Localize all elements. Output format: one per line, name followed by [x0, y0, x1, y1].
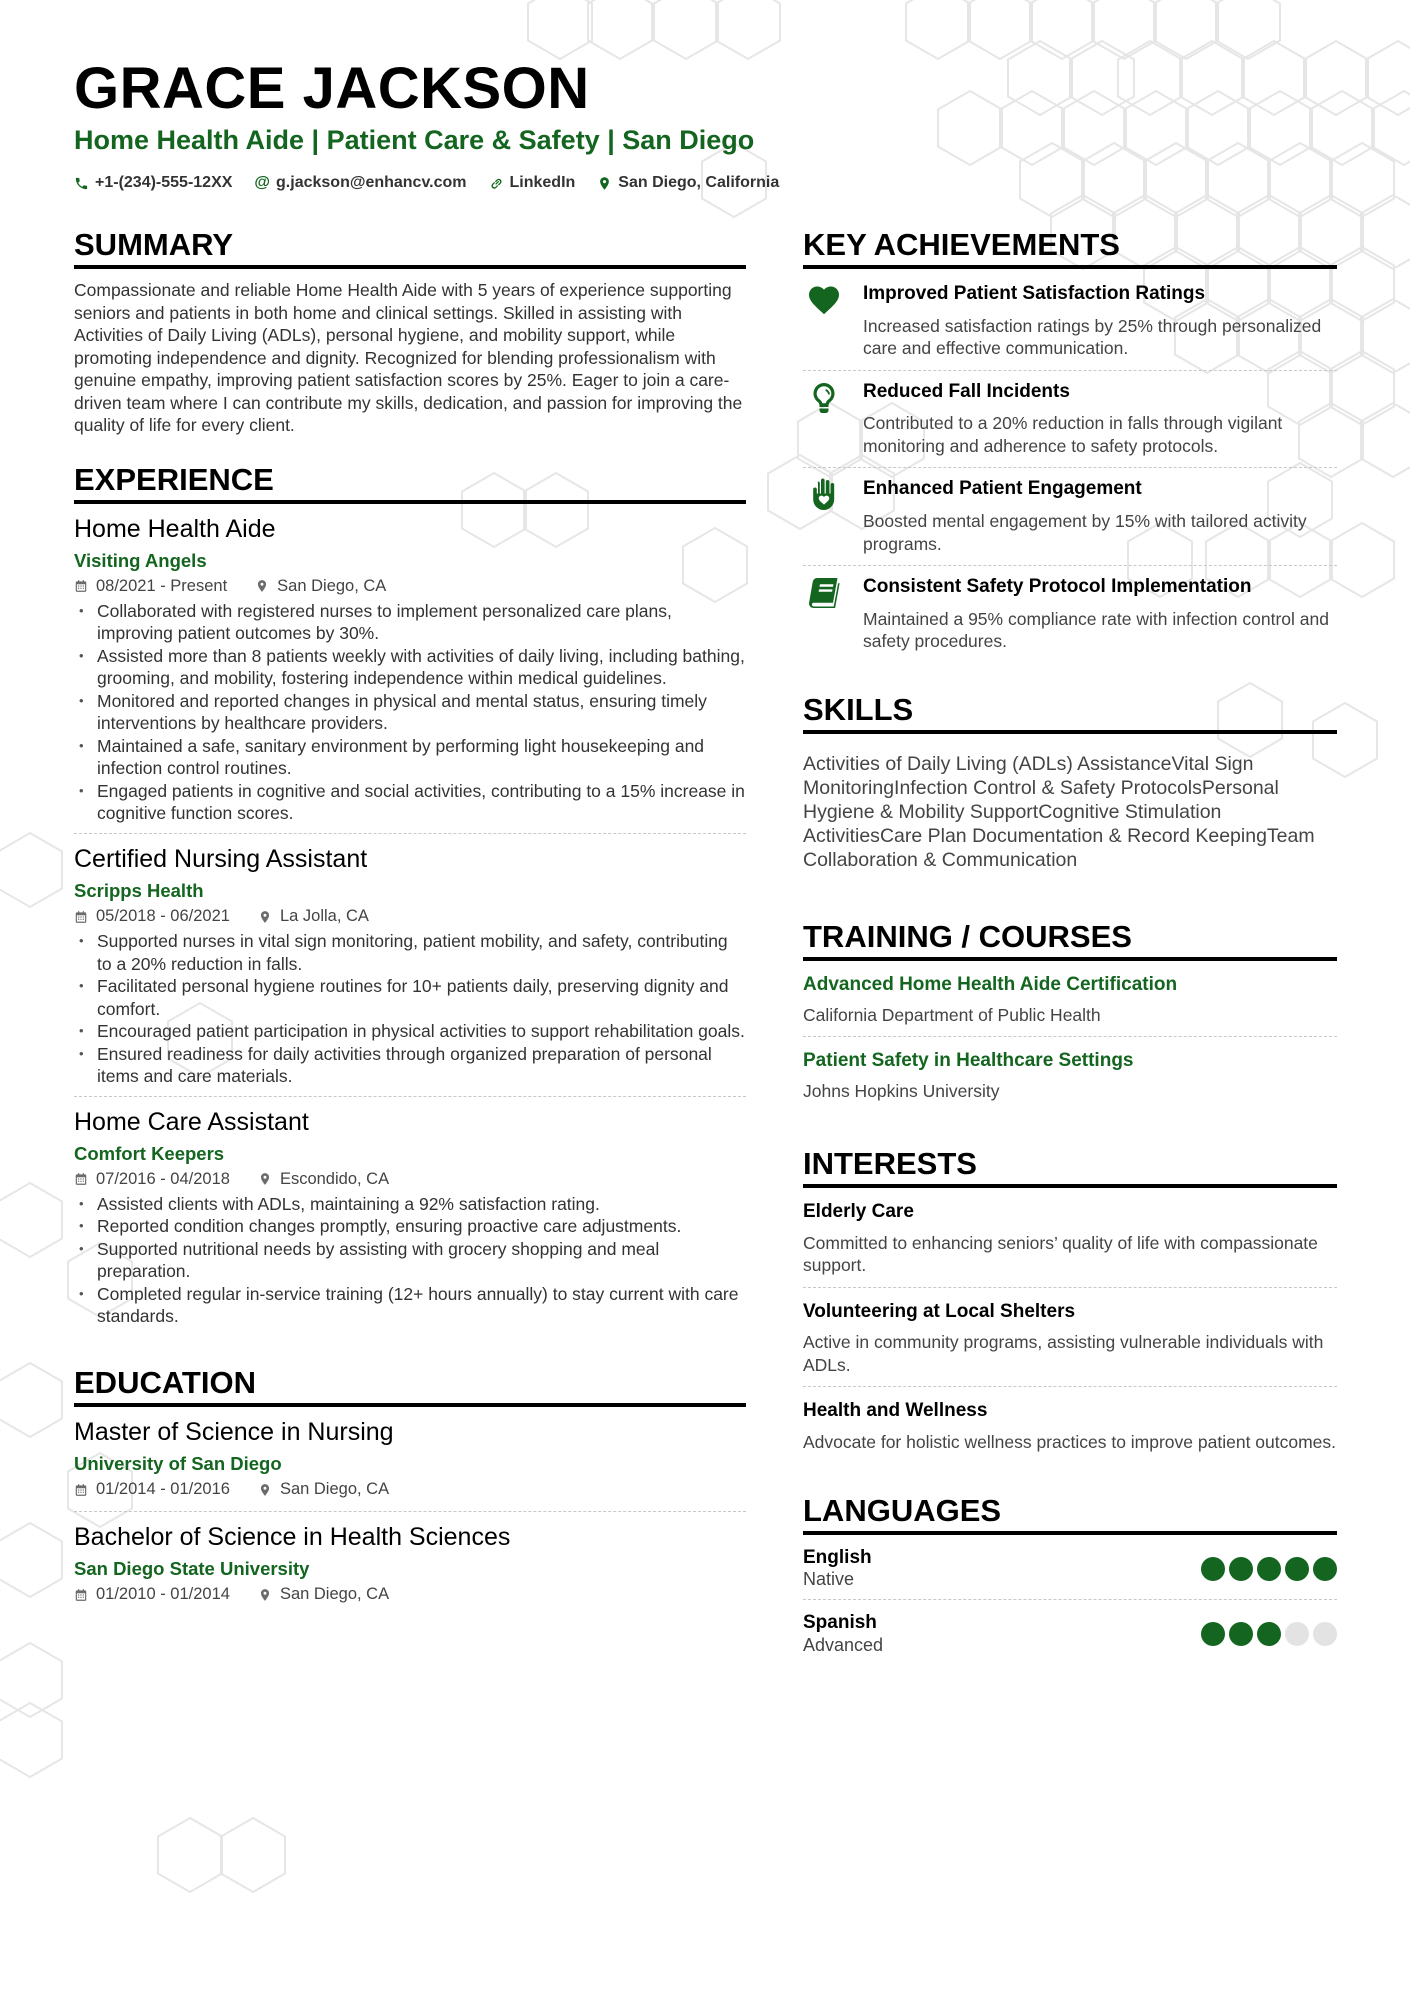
summary-text: Compassionate and reliable Home Health Aide with 5 years of experience supporting seniors and patients in both home and clinical settings. Skilled in assisting with Activities of Daily Living (ADLs), personal hygiene, and mobility support, while promoting independence and dignity. Recognized for blending professionalism with genuine empathy, improving patient satisfaction scores by 25%. Eager to join a care-driven team where I can contribute my skills, dedication, and passion for improving the quality of life for every client. [74, 280, 743, 436]
education-meta [74, 1480, 746, 1499]
proficiency-dot [1257, 1622, 1281, 1646]
job-bullet: • Supported nurses in vital sign monitoring, patient mobility, and safety, contributing to a 20% reduction in falls. [74, 930, 746, 975]
book-icon [805, 575, 843, 611]
job-dates: 07/2016 - 04/2018 [96, 1169, 230, 1188]
proficiency-dot [1313, 1622, 1337, 1646]
contact-row [74, 174, 801, 192]
school-name: San Diego State University [74, 1558, 310, 1580]
education-location [258, 1585, 389, 1604]
job-bullet: • Completed regular in-service training (12+ hours annually) to stay current with care standards. [74, 1283, 746, 1328]
course-item [803, 1047, 1337, 1112]
proficiency-dot [1285, 1622, 1309, 1646]
experience-section [74, 463, 746, 1336]
interests-list [803, 1198, 1337, 1464]
interest-item [803, 1298, 1337, 1388]
location-pin-icon [255, 579, 269, 593]
course-title: Advanced Home Health Aide Certification [803, 974, 1178, 996]
achievements-list [803, 273, 1337, 663]
section-title-experience: EXPERIENCE [74, 463, 746, 504]
company-name: Scripps Health [74, 879, 204, 901]
hand-heart-icon [805, 477, 843, 513]
education-location-text: San Diego, CA [279, 1585, 390, 1604]
education-dates: 01/2014 - 01/2016 [96, 1480, 230, 1499]
proficiency-dot [1229, 1622, 1253, 1646]
job-bullet: • Ensured readiness for daily activities through organized preparation of personal items and care materials. [74, 1043, 746, 1088]
calendar-icon [74, 1588, 88, 1602]
section-title-summary: SUMMARY [74, 228, 746, 269]
language-item [803, 1610, 1337, 1664]
location-pin-icon [597, 176, 612, 191]
contact-email-text: g.jackson@enhancv.com [276, 174, 467, 191]
job-title: Home Care Assistant [74, 1107, 309, 1136]
interest-description: Committed to enhancing seniors’ quality of life with compassionate support. [803, 1232, 1318, 1276]
skill-item: Activities of Daily Living (ADLs) Assistance [803, 752, 1172, 775]
achievement-body [863, 575, 1337, 653]
achievement-item [803, 273, 1337, 371]
experience-entry [74, 844, 746, 1097]
achievement-body [863, 477, 1337, 555]
section-title-skills: SKILLS [803, 693, 1337, 734]
language-text [803, 1547, 872, 1591]
training-list [803, 971, 1337, 1113]
location-pin-icon [258, 910, 272, 924]
experience-list [74, 514, 746, 1336]
contact-email[interactable] [254, 174, 466, 192]
education-dates: 01/2010 - 01/2014 [96, 1585, 230, 1604]
summary-section [74, 228, 746, 437]
language-level: Native [803, 1569, 855, 1590]
proficiency-dot [1201, 1622, 1225, 1646]
proficiency-dot [1285, 1557, 1309, 1581]
education-list [74, 1417, 746, 1616]
job-meta [74, 907, 746, 926]
degree-title: Master of Science in Nursing [74, 1417, 394, 1446]
job-title: Certified Nursing Assistant [74, 844, 368, 873]
job-bullet: • Supported nutritional needs by assisting with grocery shopping and meal preparation. [74, 1238, 746, 1283]
contact-location [597, 174, 779, 192]
job-bullet: • Collaborated with registered nurses to implement personalized care plans, improving patient outcomes by 30%. [74, 600, 746, 645]
achievement-body [863, 380, 1337, 458]
proficiency-rating [1197, 1622, 1337, 1646]
section-title-education: EDUCATION [74, 1366, 746, 1407]
language-name: Spanish [803, 1612, 877, 1634]
job-location-text: San Diego, CA [277, 576, 387, 595]
education-location [258, 1480, 389, 1499]
job-dates: 05/2018 - 06/2021 [96, 907, 230, 926]
skill-item: Vital Sign Monitoring [803, 752, 1254, 799]
course-title: Patient Safety in Healthcare Settings [803, 1050, 1134, 1072]
achievement-icon-wrap [803, 575, 863, 653]
education-entry [74, 1417, 746, 1512]
skill-item: Team Collaboration & Communication [803, 824, 1315, 871]
interest-description: Active in community programs, assisting vulnerable individuals with ADLs. [803, 1332, 1324, 1375]
job-meta [74, 577, 746, 596]
skill-item: Cognitive Stimulation Activities [803, 800, 1222, 847]
interest-title: Volunteering at Local Shelters [803, 1300, 1076, 1322]
proficiency-dot [1201, 1557, 1225, 1581]
language-text [803, 1612, 883, 1656]
proficiency-rating [1197, 1557, 1337, 1581]
section-title-languages: LANGUAGES [803, 1494, 1337, 1535]
contact-location-text: San Diego, California [618, 174, 780, 191]
achievement-title: Enhanced Patient Engagement [863, 478, 1142, 500]
job-bullet: • Monitored and reported changes in physical and mental status, ensuring timely interventions by healthcare providers. [74, 690, 746, 735]
achievement-icon-wrap [803, 282, 863, 360]
achievement-description: Boosted mental engagement by 15% with tailored activity programs. [863, 511, 1307, 554]
degree-title: Bachelor of Science in Health Sciences [74, 1523, 511, 1552]
skills-section [803, 693, 1337, 872]
candidate-tagline: Home Health Aide | Patient Care & Safety | San Diego [74, 125, 755, 155]
job-bullet: • Facilitated personal hygiene routines for 10+ patients daily, preserving dignity and comfort. [74, 975, 746, 1020]
contact-linkedin[interactable] [489, 174, 576, 192]
job-dates: 08/2021 - Present [96, 576, 228, 595]
proficiency-dot [1229, 1557, 1253, 1581]
proficiency-dot [1313, 1557, 1337, 1581]
calendar-icon [74, 579, 88, 593]
achievement-item [803, 371, 1337, 469]
achievement-title: Reduced Fall Incidents [863, 380, 1070, 402]
company-name: Visiting Angels [74, 549, 207, 571]
interest-item [803, 1397, 1337, 1463]
training-section [803, 920, 1337, 1113]
job-bullets [74, 930, 746, 1088]
school-name: University of San Diego [74, 1452, 282, 1474]
interest-title: Health and Wellness [803, 1400, 988, 1422]
skill-item: Care Plan Documentation & Record Keeping [879, 824, 1267, 847]
course-item [803, 971, 1337, 1037]
experience-entry [74, 1107, 746, 1336]
interest-title: Elderly Care [803, 1201, 914, 1222]
achievement-title: Consistent Safety Protocol Implementation [863, 576, 1252, 598]
job-bullet: • Engaged patients in cognitive and social activities, contributing to a 15% increase in cognitive function scores. [74, 780, 746, 825]
achievement-item [803, 468, 1337, 566]
education-location-text: San Diego, CA [279, 1480, 390, 1499]
language-name: English [803, 1546, 872, 1568]
heart-icon [805, 282, 843, 318]
skill-item: Personal Hygiene & Mobility Support [803, 776, 1279, 823]
lightbulb-icon [805, 380, 843, 416]
language-level: Advanced [803, 1634, 884, 1655]
contact-linkedin-text: LinkedIn [509, 174, 576, 191]
job-location-text: La Jolla, CA [279, 907, 369, 926]
languages-list [803, 1545, 1337, 1665]
job-bullet: • Reported condition changes promptly, ensuring proactive care adjustments. [74, 1215, 746, 1238]
job-location [255, 577, 386, 596]
interest-description: Advocate for holistic wellness practices to improve patient outcomes. [803, 1432, 1337, 1453]
achievements-section [803, 228, 1337, 663]
company-name: Comfort Keepers [74, 1142, 225, 1164]
proficiency-dot [1257, 1557, 1281, 1581]
section-title-interests: INTERESTS [803, 1147, 1337, 1188]
left-column [74, 228, 746, 1642]
job-bullet: • Assisted more than 8 patients weekly with activities of daily living, including bathing, grooming, and mobility, fostering independence within medical guidelines. [74, 645, 746, 690]
candidate-name: GRACE JACKSON [74, 56, 590, 121]
job-meta [74, 1170, 746, 1189]
job-location-text: Escondido, CA [279, 1169, 390, 1188]
contact-phone[interactable] [74, 174, 232, 192]
job-bullet: • Assisted clients with ADLs, maintaining a 92% satisfaction rating. [74, 1193, 746, 1216]
education-entry [74, 1522, 746, 1616]
job-bullet: • Maintained a safe, sanitary environment by performing light housekeeping and infection control routines. [74, 735, 746, 780]
at-icon: @ [254, 174, 271, 191]
skills-list [803, 744, 1337, 872]
achievement-description: Increased satisfaction ratings by 25% through personalized care and effective communication. [863, 315, 1322, 359]
section-title-achievements: KEY ACHIEVEMENTS [803, 228, 1337, 269]
link-icon [489, 176, 504, 191]
achievement-item [803, 566, 1337, 663]
education-meta [74, 1585, 746, 1604]
achievement-title: Improved Patient Satisfaction Ratings [863, 283, 1206, 305]
language-item [803, 1545, 1337, 1600]
calendar-icon [74, 910, 88, 924]
location-pin-icon [258, 1483, 272, 1497]
job-bullets [74, 1193, 746, 1328]
job-bullets [74, 600, 746, 825]
achievement-description: Maintained a 95% compliance rate with infection control and safety procedures. [863, 608, 1329, 652]
job-title: Home Health Aide [74, 514, 276, 543]
achievement-icon-wrap [803, 380, 863, 458]
achievement-description: Contributed to a 20% reduction in falls through vigilant monitoring and adherence to safety protocols. [863, 413, 1283, 456]
location-pin-icon [258, 1588, 272, 1602]
job-bullet: • Encouraged patient participation in physical activities to support rehabilitation goals. [74, 1020, 746, 1043]
languages-section [803, 1494, 1337, 1665]
job-location [258, 907, 369, 926]
section-title-training: TRAINING / COURSES [803, 920, 1337, 961]
job-location [258, 1170, 389, 1189]
achievement-icon-wrap [803, 477, 863, 555]
interests-section [803, 1147, 1337, 1464]
phone-icon [74, 176, 89, 191]
skill-item: Infection Control & Safety Protocols [894, 776, 1202, 799]
course-organization: Johns Hopkins University [803, 1081, 1000, 1102]
interest-item [803, 1198, 1337, 1288]
right-column [803, 228, 1337, 1690]
contact-phone-text: +1-(234)-555-12XX [95, 174, 233, 191]
education-section [74, 1366, 746, 1616]
experience-entry [74, 514, 746, 834]
calendar-icon [74, 1172, 88, 1186]
course-organization: California Department of Public Health [803, 1004, 1101, 1025]
achievement-body [863, 282, 1337, 360]
calendar-icon [74, 1483, 88, 1497]
location-pin-icon [258, 1172, 272, 1186]
